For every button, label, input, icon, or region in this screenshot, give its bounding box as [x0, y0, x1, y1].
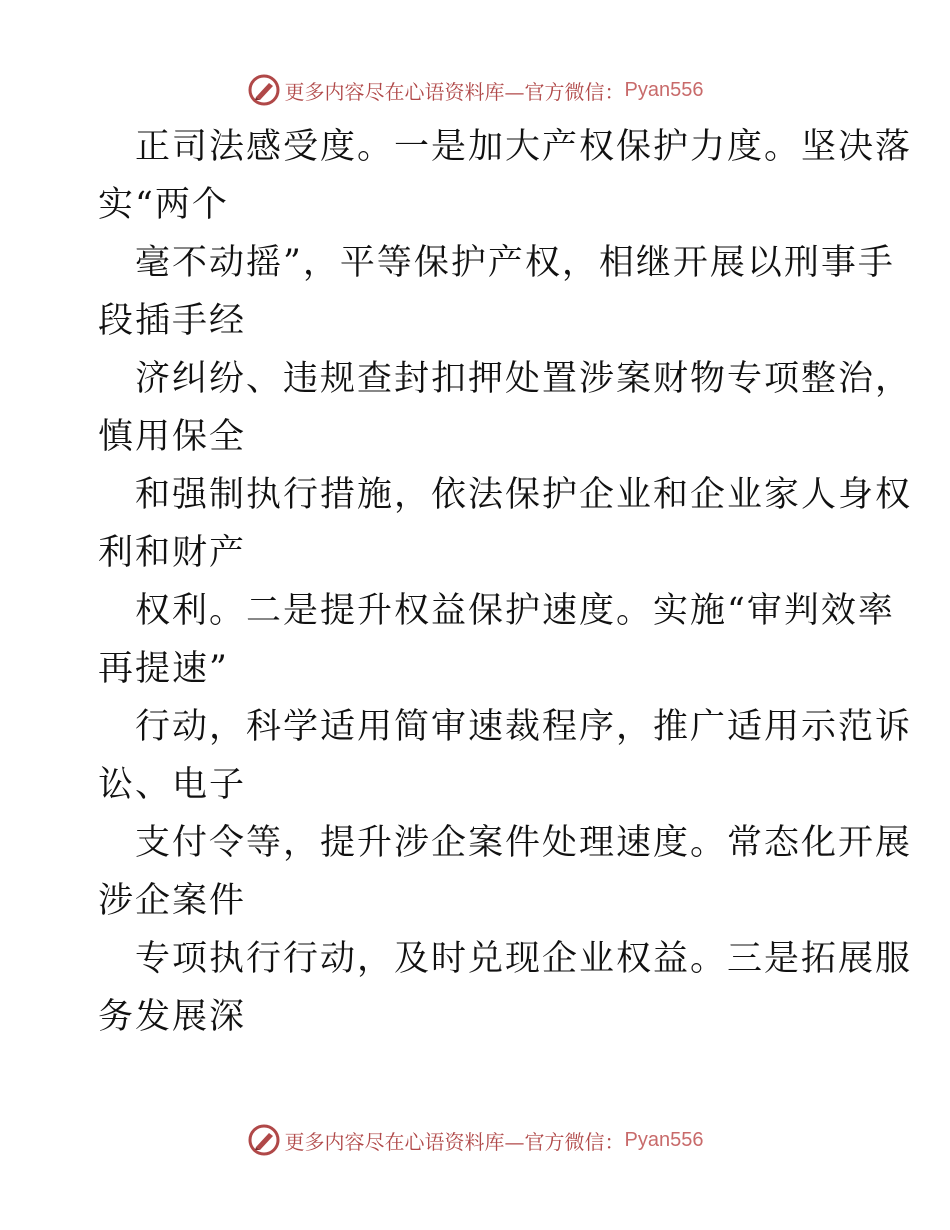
watermark-text: 更多内容尽在心语资料库—官方微信：	[284, 79, 625, 104]
text-line: 专项执行行动，及时兑现企业权益。三是拓展服	[135, 939, 913, 979]
pen-logo-icon	[247, 73, 281, 107]
watermark-wechat: Pyan556	[624, 1128, 704, 1151]
text-line: 段插手经	[98, 301, 247, 341]
text-line: 涉企案件	[98, 881, 247, 921]
text-line: 慎用保全	[98, 417, 247, 457]
text-line: 务发展深	[98, 997, 247, 1037]
text-line: 和强制执行措施，依法保护企业和企业家人身权	[135, 475, 913, 515]
document-body	[98, 118, 913, 1046]
text-line: 济纠纷、违规查封扣押处置涉案财物专项整治，	[135, 359, 913, 399]
pen-logo-icon	[247, 1123, 281, 1157]
text-line: 支付令等，提升涉企案件处理速度。常态化开展	[135, 823, 913, 863]
text-line: 权利。二是提升权益保护速度。实施“审判效率	[135, 591, 895, 631]
header-watermark	[0, 70, 950, 110]
text-line: 利和财产	[98, 533, 247, 573]
text-line: 行动，科学适用简审速裁程序，推广适用示范诉	[135, 707, 913, 747]
watermark-text: 更多内容尽在心语资料库—官方微信：	[284, 1129, 625, 1154]
text-line: 讼、电子	[98, 765, 247, 805]
footer-watermark	[0, 1120, 950, 1160]
text-line: 毫不动摇”，平等保护产权，相继开展以刑事手	[135, 243, 895, 283]
text-line: 实“两个	[98, 185, 229, 225]
text-line: 正司法感受度。一是加大产权保护力度。坚决落	[135, 127, 913, 167]
text-line: 再提速”	[98, 649, 229, 689]
watermark-wechat: Pyan556	[624, 78, 704, 101]
